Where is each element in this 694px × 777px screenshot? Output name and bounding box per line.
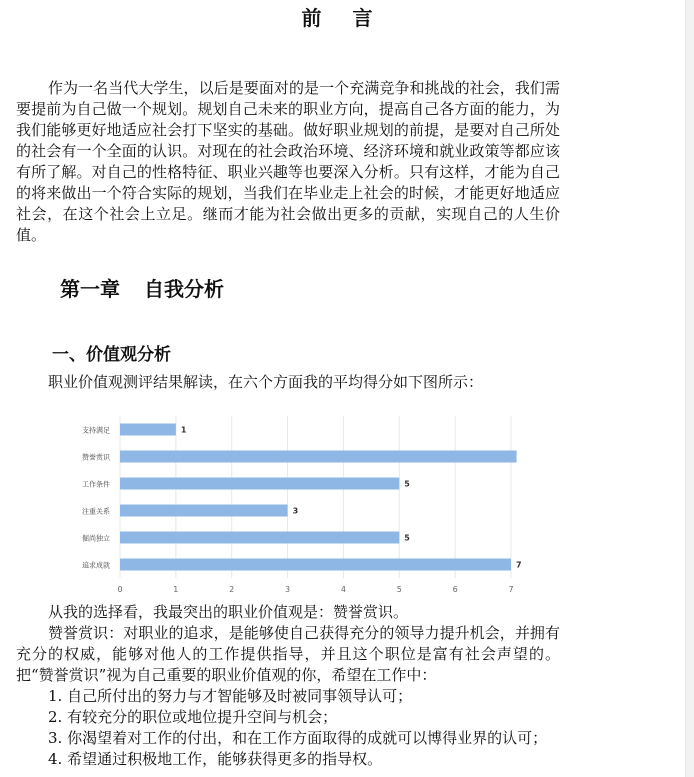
- section-heading: 一、价值观分析: [52, 345, 171, 365]
- x-tick-label: 1: [173, 585, 179, 594]
- data-label: 5: [404, 533, 410, 543]
- bar: [120, 478, 399, 490]
- chart-conclusion: 从我的选择看，我最突出的职业价值观是：赞誉赏识。: [48, 603, 409, 621]
- list-item: 1. 自己所付出的努力与才智能够及时被同事领导认可；: [48, 687, 413, 705]
- y-category-label: 倔尚独立: [82, 534, 110, 543]
- value-explanation: 赞誉赏识：对职业的追求，是能够使自己获得充分的领导力提升机会，并拥有充分的权威，能够对他人的工作提供指导，并且这个职位是富有社会声望的。把“赞誉赏识”视为自己重要的职业价值观的你，希望在工作中：: [16, 624, 560, 684]
- y-category-label: 工作条件: [82, 480, 110, 489]
- y-category-label: 注重关系: [82, 507, 110, 516]
- bar: [120, 451, 517, 463]
- expectation-list: [16, 686, 560, 770]
- bar: [120, 505, 288, 517]
- x-tick-label: 4: [340, 585, 346, 594]
- preface-paragraph: 作为一名当代大学生，以后是要面对的是一个充满竞争和挑战的社会，我们需要提前为自己做一个规划。规划自己未来的职业方向，提高自己各方面的能力，为我们能够更好地适应社会打下坚实的基础。做好职业规划的前提，是要对自己所处的社会有一个全面的认识。对现在的社会政治环境、经济环境和就业政策等都应该有所了解。对自己的性格特征、职业兴趣等也要深入分析。只有这样，才能为自己的将来做出一个符合实际的规划，当我们在毕业走上社会的时候，才能更好地适应社会，在这个社会上立足。继而才能为社会做出更多的贡献，实现自己的人生价值。: [16, 79, 560, 244]
- chapter-title: 自我分析: [144, 277, 224, 301]
- value-score-bar-chart: [70, 410, 530, 596]
- chapter-heading: [60, 273, 224, 302]
- list-item: 2. 有较充分的职位或地位提升空间与机会；: [48, 708, 338, 726]
- x-tick-label: 5: [396, 585, 402, 594]
- y-category-label: 追求成就: [82, 561, 110, 570]
- chapter-number: 第一章: [60, 277, 120, 301]
- list-item: 3. 你渴望着对工作的付出，和在工作方面取得的成就可以博得业界的认可；: [48, 729, 548, 747]
- x-tick-label: 2: [229, 585, 235, 594]
- bar: [120, 424, 176, 436]
- data-label: 7: [516, 560, 522, 570]
- y-category-label: 赞誉赏识: [82, 453, 110, 462]
- y-category-label: 支持满足: [82, 426, 110, 435]
- x-tick-label: 0: [117, 585, 123, 594]
- x-tick-label: 6: [452, 585, 458, 594]
- data-label: 1: [180, 425, 187, 435]
- data-label: 3: [292, 506, 299, 516]
- data-label: 5: [404, 479, 410, 489]
- scrollbar[interactable]: [685, 0, 694, 777]
- chart-intro: 职业价值观测评结果解读，在六个方面我的平均得分如下图所示：: [48, 373, 484, 391]
- bar: [120, 532, 399, 544]
- x-tick-label: 3: [285, 585, 291, 594]
- bar: [120, 559, 511, 571]
- preface-heading: 前 言: [301, 6, 385, 30]
- list-item: 4. 希望通过积极地工作，能够获得更多的指导权。: [48, 750, 383, 768]
- x-tick-label: 7: [508, 585, 514, 594]
